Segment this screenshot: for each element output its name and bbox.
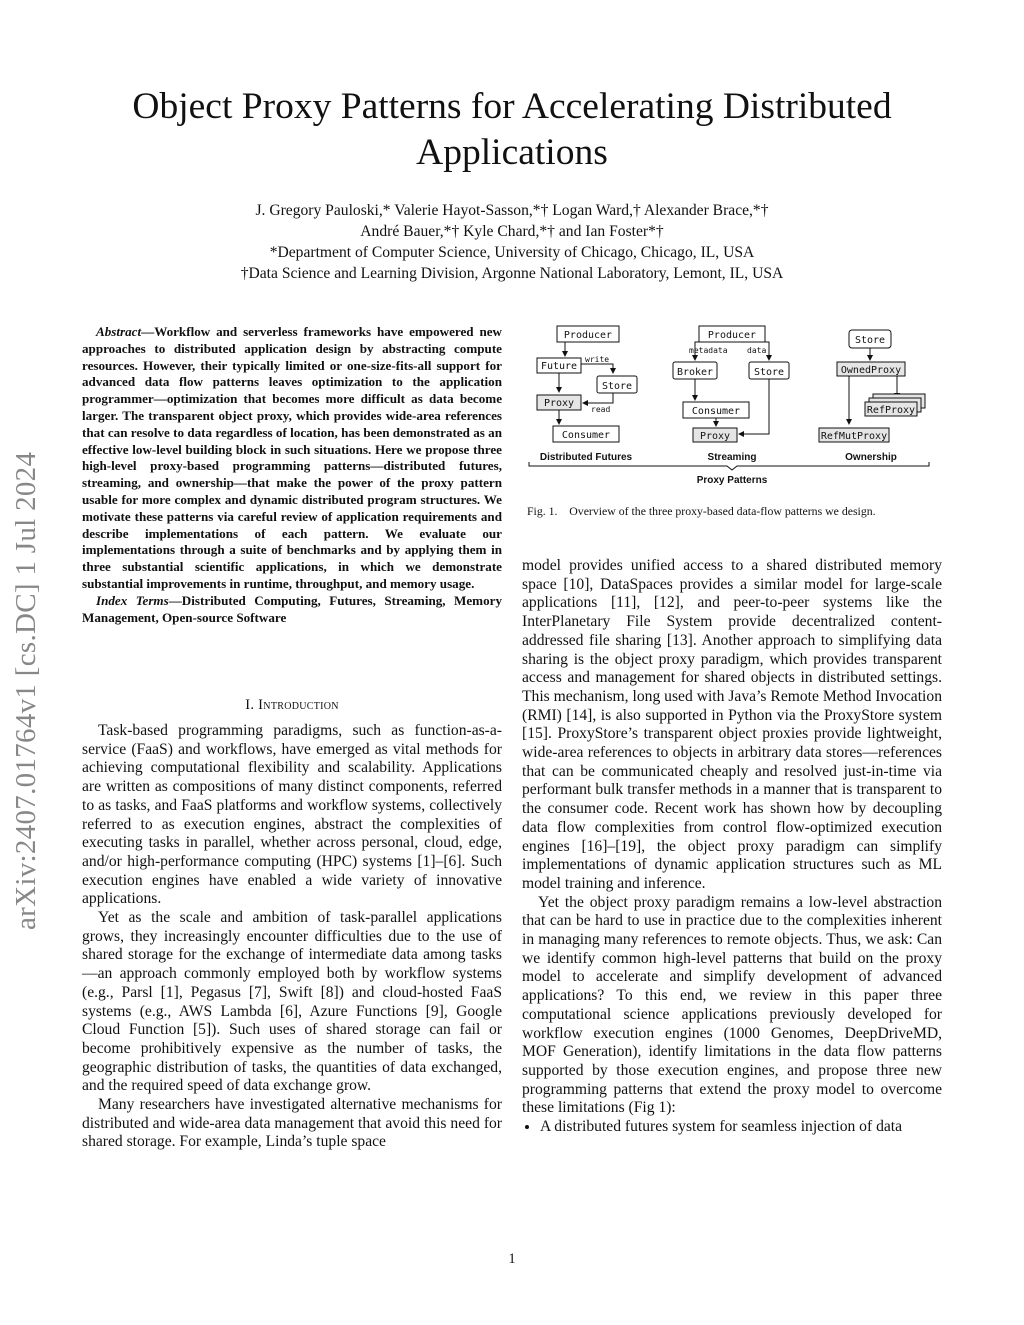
affiliation-1: *Department of Computer Science, University of Chicago, Chicago, IL, USA <box>269 244 755 261</box>
author-block <box>100 200 924 284</box>
paragraph: Yet the object proxy paradigm remains a low-level abstraction that can be hard to use in practice due to the complexities inherent in managing many references to remote objects. Thus, we ask: Can we identify common high-level patterns that build on the proxy model to accelerate and simplify development of advanced applications? To this end, we review in this paper three computational science applications previously developed for workflow execution engines (1000 Genomes, DeepDriveMD, MOF Generation), identify limitations in the data flow patterns supported by those execution engines, and propose three new programming patterns that extend the proxy model to overcome these limitations (Fig 1): <box>522 893 942 1117</box>
panel-label-distributed-futures: Distributed Futures <box>539 452 633 463</box>
page-number: 1 <box>508 1251 516 1267</box>
title-line-1: Object Proxy Patterns for Accelerating Distributed <box>132 86 892 127</box>
paragraph: Task-based programming paradigms, such as function-as-a-service (FaaS) and workflows, have emerged as vital methods for achieving computational flexibility and scalability. Applications are written as compositions of many distinct components, referred to as tasks, and FaaS platforms and workflow systems, collectively referred to as execution engines, abstract the complexities of executing tasks in parallel, whether across personal, cloud, edge, and/or high-performance computing (HPC) systems [1]–[6]. Such execution engines have enabled a wide variety of innovative applications. <box>82 722 502 908</box>
ref-mut-proxy-label: RefMutProxy <box>820 431 888 442</box>
producer-label: Producer <box>563 330 613 341</box>
read-arrow <box>583 393 613 403</box>
caption-text: Overview of the three proxy-based data-flow patterns we design. <box>569 504 876 518</box>
consumer-label: Consumer <box>561 430 611 441</box>
consumer-label: Consumer <box>691 406 741 417</box>
store-label: Store <box>854 335 886 346</box>
affiliation-2: †Data Science and Learning Division, Argonne National Laboratory, Lemont, IL, USA <box>240 265 784 282</box>
panel-label-streaming: Streaming <box>707 452 757 463</box>
index-terms-label: Index Terms <box>96 592 169 608</box>
left-column-body <box>82 722 502 1152</box>
group-bracket <box>529 462 929 470</box>
author-line-2: André Bauer,*† Kyle Chard,*† and Ian Foster*† <box>360 223 664 240</box>
owned-proxy-label: OwnedProxy <box>840 365 902 376</box>
producer-label: Producer <box>707 330 757 341</box>
read-label: read <box>591 405 611 414</box>
abstract-text: —Workflow and serverless frameworks have empowered new approaches to distributed application design by abstracting compute resources. However, their typically limited or one-size-fits-all support for advanced data flow patterns leaves optimization to the application programmer—optimization that becomes more difficult as data become larger. The transparent object proxy, which provides wide-area references that can resolve to data regardless of location, has been demonstrated as an effective low-level building block in such situations. Here we propose three high-level proxy-based programming patterns—distributed futures, streaming, and ownership—that make the power of the proxy pattern usable for more complex and dynamic distributed program structures. We motivate these patterns via careful review of application requirements and describe implementations of each pattern. We evaluate our implementations through a suite of benchmarks and by applying them in three substantial scientific applications, in which we demonstrate substantial improvements in runtime, throughput, and memory usage. <box>82 324 502 591</box>
store-label: Store <box>753 367 785 378</box>
ref-proxy-label: RefProxy <box>866 405 916 416</box>
write-arrow <box>581 364 613 373</box>
metadata-label: metadata <box>689 346 728 355</box>
author-line-1: J. Gregory Pauloski,* Valerie Hayot-Sasson,*† Logan Ward,† Alexander Brace,*† <box>255 202 769 219</box>
title-line-2: Applications <box>416 132 608 173</box>
section-heading-introduction: I. Introduction <box>245 697 339 713</box>
caption-label: Fig. 1. <box>527 504 558 518</box>
proxy-label: Proxy <box>699 431 731 442</box>
abstract <box>82 324 502 626</box>
write-label: write <box>585 355 610 364</box>
future-label: Future <box>540 361 578 372</box>
arxiv-identifier: arXiv:2407.01764v1 [cs.DC] 1 Jul 2024 <box>10 451 42 930</box>
list-item: • A distributed futures system for seamless injection of data <box>540 1118 942 1137</box>
contribution-list <box>522 1118 942 1137</box>
paragraph: Many researchers have investigated alternative mechanisms for distributed and wide-area data management that avoid this need for shared storage. For example, Linda’s tuple space <box>82 1096 502 1151</box>
data-label: data <box>747 346 767 355</box>
proxy-label: Proxy <box>543 398 575 409</box>
group-label-proxy-patterns: Proxy Patterns <box>696 475 768 486</box>
index-terms-text: —Distributed Computing, Futures, Streaming, Memory Management, Open-source Software <box>82 592 502 625</box>
broker-label: Broker <box>676 367 714 378</box>
figure-1-diagram <box>527 320 939 492</box>
paper-title <box>60 84 964 176</box>
store-label: Store <box>601 381 633 392</box>
abstract-label: Abstract <box>96 324 142 339</box>
figure-1-caption <box>527 504 937 518</box>
paragraph: Yet as the scale and ambition of task-parallel applications grows, they increasingly encounter difficulties due to the use of shared storage for the exchange of intermediate data among tasks—an approach commonly employed both by workflow systems (e.g., Parsl [1], Pegasus [7], Swift [8]) and cloud-hosted FaaS systems (e.g., AWS Lambda [6], Azure Functions [9], Google Cloud Function [5]). Such uses of shared storage can fail or become prohibitively expensive as the number of tasks, the geographic distribution of tasks, the quantities of data exchanged, and the required speed of data exchange grow. <box>82 909 502 1095</box>
right-column-body <box>522 557 942 1137</box>
paragraph: model provides unified access to a shared distributed memory space [10], DataSpaces provides a similar model for large-scale applications [11], [12], and peer-to-peer systems like the InterPlanetary File System provide decentralized content-addressed file sharing [13]. Another approach to simplifying data sharing is the object proxy paradigm, which provides transparent access and management for shared objects in distributed settings. This mechanism, long used with Java’s Remote Method Invocation (RMI) [14], is also supported in Python via the ProxyStore system [15]. ProxyStore’s transparent object proxies provide lightweight, wide-area references to objects in arbitrary data stores—references that can be communicated cheaply and resolved just-in-time via performant bulk transfer methods in a manner that is transparent to the consumer code. Recent work has shown how by decoupling data flow complexities from control flow-optimized execution engines [16]–[19], the object proxy paradigm can simplify implementations of dynamic application structures such as ML model training and inference. <box>522 557 942 892</box>
panel-label-ownership: Ownership <box>845 452 897 463</box>
